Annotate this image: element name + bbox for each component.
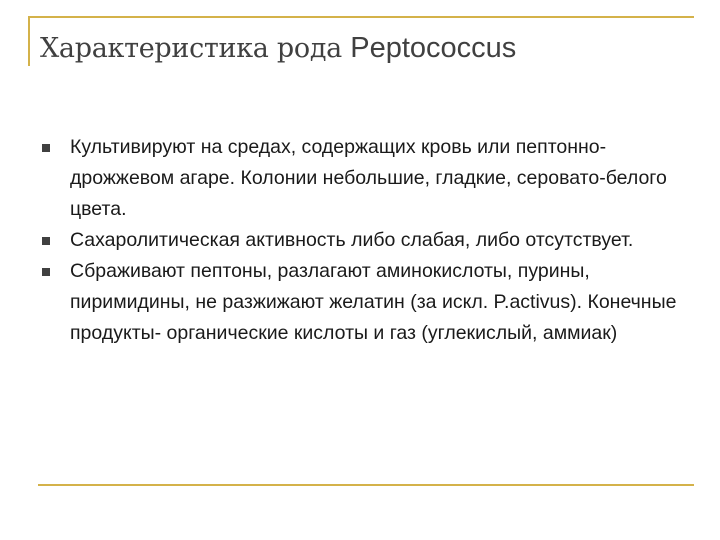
title-text-russian: Характеристика рода — [40, 33, 351, 64]
slide-title — [40, 24, 516, 71]
left-border-line — [28, 16, 30, 66]
bullet-item-fermentation — [40, 256, 690, 349]
title-genus-name: Peptococcus — [350, 32, 517, 64]
bullet-item-saccharolytic — [40, 225, 690, 256]
bullet-text: Культивируют на средах, содержащих кровь или пептонно-дрожжевом агаре. Колонии небольшие, гладкие, серовато-белого цвета. — [70, 136, 667, 220]
square-bullet-icon — [42, 237, 50, 245]
bullet-text: Сахаролитическая активность либо слабая, либо отсутствует. — [70, 229, 634, 251]
bullet-text: Сбраживают пептоны, разлагают аминокислоты, пурины, пиримидины, не разжижают желатин (за искл. P.activus). Конечные продукты- органические кислоты и газ (углекислый, аммиак) — [70, 260, 677, 344]
square-bullet-icon — [42, 144, 50, 152]
square-bullet-icon — [42, 268, 50, 276]
bullet-item-cultivation — [40, 132, 690, 225]
top-border-line — [28, 16, 694, 18]
bullet-list — [40, 132, 690, 349]
bottom-border-line — [38, 484, 694, 486]
